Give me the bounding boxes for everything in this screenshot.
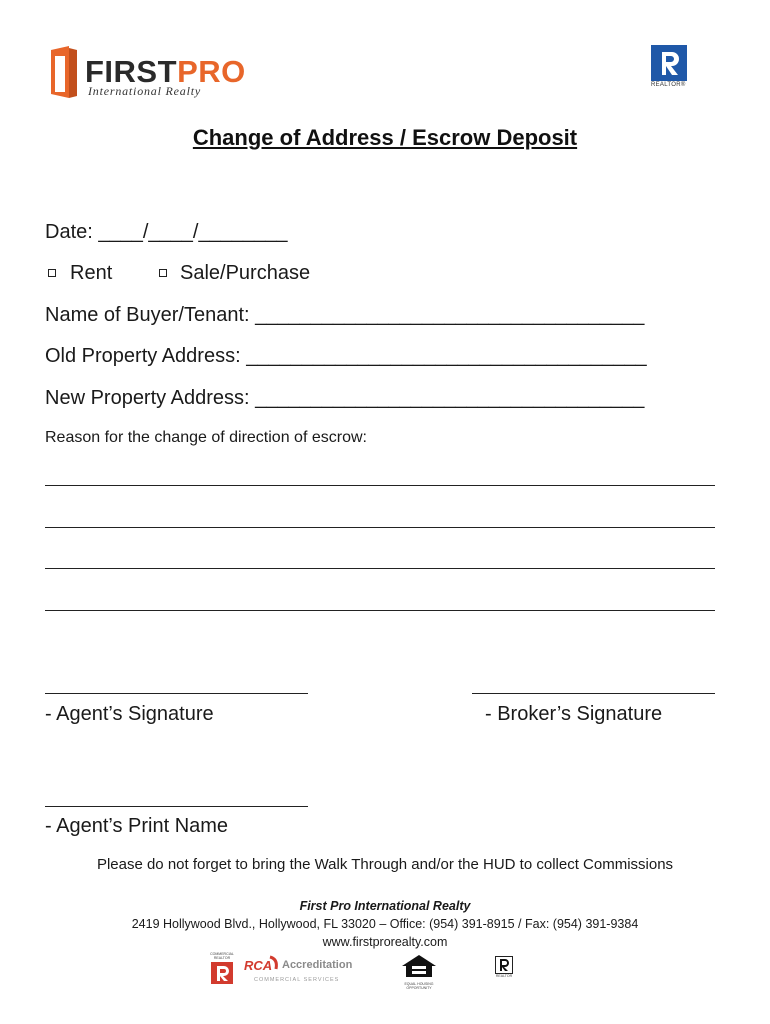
reason-line-1[interactable] [45, 485, 715, 486]
commercial-realtor-badge-text: COMMERCIAL REALTOR [210, 952, 234, 960]
footer-company-name: First Pro International Realty [299, 899, 471, 913]
sale-purchase-checkbox[interactable] [159, 269, 167, 277]
realtor-small-text: REALTOR [495, 974, 513, 978]
equal-housing-text: EQUAL HOUSING OPPORTUNITY [404, 982, 434, 990]
realtor-small-r-icon [495, 956, 513, 974]
broker-signature-label: - Broker’s Signature [485, 703, 663, 725]
footer-website-link[interactable]: www.firstprorealty.com [322, 935, 448, 949]
rca-text: RCA [244, 958, 273, 973]
reason-line-2[interactable] [45, 527, 715, 528]
buyer-tenant-name-field[interactable]: Name of Buyer/Tenant: ___________________________________ [45, 304, 645, 326]
rent-option-label: Rent [70, 262, 113, 284]
sale-purchase-option-label: Sale/Purchase [180, 262, 311, 284]
reason-line-4[interactable] [45, 610, 715, 611]
commercial-realtor-badge [208, 953, 236, 989]
rca-accreditation-badge [242, 953, 353, 987]
commercial-services-text: COMMERCIAL SERVICES [254, 977, 340, 983]
accreditation-text: Accreditation [282, 959, 353, 971]
commercial-realtor-r-icon [211, 962, 233, 984]
page-title: Change of Address / Escrow Deposit [192, 125, 578, 150]
reason-line-3[interactable] [45, 568, 715, 569]
rent-checkbox[interactable] [48, 269, 56, 277]
date-field[interactable]: Date: ____/____/________ [45, 221, 288, 243]
realtor-small-badge [492, 956, 516, 986]
firstpro-door-logo-icon [47, 46, 79, 98]
footer-address: 2419 Hollywood Blvd., Hollywood, FL 33020 – Office: (954) 391-8915 / Fax: (954) 391-9384 [131, 917, 639, 931]
reason-label: Reason for the change of direction of escrow: [45, 429, 367, 446]
equal-housing-badge [400, 954, 438, 988]
new-property-address-field[interactable]: New Property Address: ___________________________________ [45, 387, 645, 409]
agent-signature-label: - Agent’s Signature [45, 703, 214, 725]
old-property-address-field[interactable]: Old Property Address: ____________________________________ [45, 345, 647, 367]
broker-signature-line[interactable] [472, 693, 715, 694]
agent-print-name-label: - Agent’s Print Name [45, 815, 229, 837]
agent-signature-line[interactable] [45, 693, 308, 694]
firstpro-logo-text: FIRSTPRO [85, 54, 246, 89]
firstpro-logo-subtitle: International Realty [88, 84, 201, 98]
agent-print-name-line[interactable] [45, 806, 308, 807]
reminder-note: Please do not forget to bring the Walk Through and/or the HUD to collect Commissions [96, 856, 674, 873]
realtor-caption: REALTOR® [651, 82, 686, 88]
realtor-logo-icon [651, 45, 687, 81]
equal-housing-house-icon [400, 954, 438, 978]
